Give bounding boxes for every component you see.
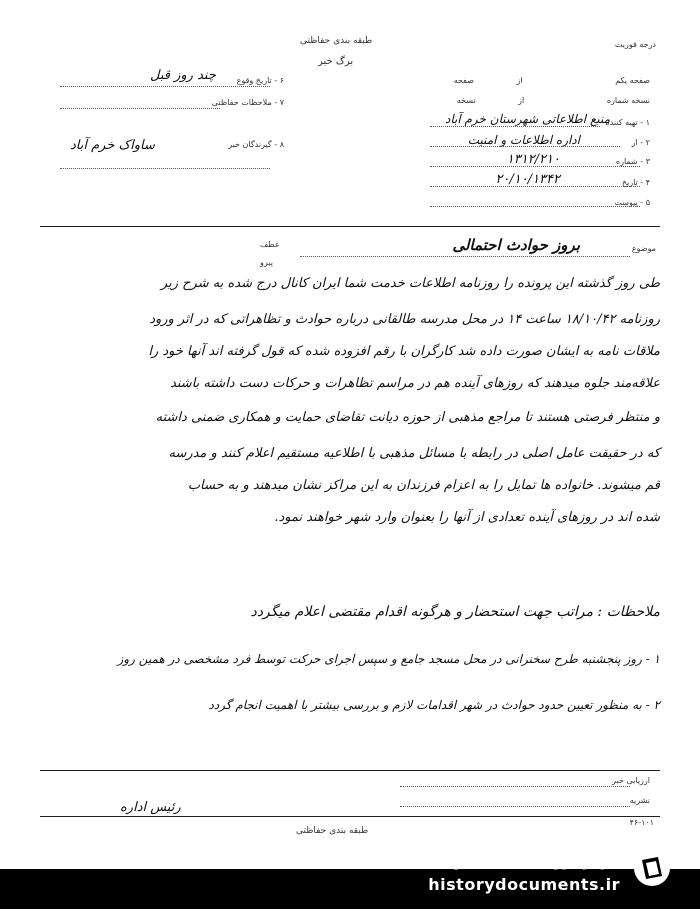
form-title: برگ خبر — [318, 56, 354, 67]
archive-logo-icon — [632, 848, 672, 888]
body-line: طی روز گذشته این پرونده را روزنامه اطلاعات خدمت شما ایران کانال درج شده به شرح زیر — [160, 276, 660, 291]
subject-label: موضوع — [631, 244, 656, 253]
assessment-text: ملاحظات : مراتب جهت استحضار و هرگونه اقدام مقتضی اعلام میگردد — [250, 604, 660, 620]
watermark-url: historydocuments.ir — [428, 875, 620, 894]
reference-label: عطف — [260, 240, 280, 249]
reference-sub: پیرو — [260, 258, 273, 267]
body-line: شده اند در روزهای آینده تعدادی از آنها را بعنوان وارد شهر خواهند نمود. — [274, 510, 660, 525]
classification-bottom: طبقه بندی حفاظتی — [296, 826, 369, 836]
subject-value: بروز حوادث احتمالی — [452, 236, 580, 254]
field-date-value: ۲۰/۱۰/۱۳۴۲ — [495, 172, 560, 187]
field-occurrence-value: چند روز قبل — [150, 68, 216, 83]
publication-label: نشریه — [629, 796, 650, 805]
divider-bottom — [40, 770, 660, 771]
body-line: و منتظر فرصتی هستند تا مراجع مذهبی از حوزه دیانت تقاضای حمایت و همکاری ضمنی داشته — [155, 410, 660, 425]
field-from-value: اداره اطلاعات و امنیت — [467, 133, 580, 147]
field-protection-label: ۷ - ملاحظات حفاظتی — [211, 98, 284, 107]
body-line: که در حقیقت عامل اصلی در رابطه با مسائل مذهبی با اطلاعیه مستقیم اعلام کنند و مدرسه — [168, 446, 660, 461]
signature: رئیس اداره — [120, 800, 181, 815]
classification-top: طبقه بندی حفاظتی — [300, 36, 373, 46]
field-occurrence-label: ۶ - تاریخ وقوع — [236, 76, 284, 85]
field-date-label: ۴ - تاریخ — [621, 178, 650, 187]
field-attachment-label: ۵ - پیوست — [614, 198, 650, 207]
note-line: ۲ - به منظور تعیین حدود حوادث در شهر اقدامات لازم و بررسی بیشتر با اهمیت انجام گردد — [208, 698, 660, 712]
body-line: قم میشوند. خانواده ها تمایل را به اعزام فرزندان به این مراکز نشان میدهند و به حساب — [187, 478, 660, 493]
body-line: ملاقات نامه به ایشان صورت داده شد کارگران با رقم افزوده شده که قول گرفته اند آنها خود را — [148, 344, 660, 359]
field-number-value: ۱۳۱۲/۲۱۰ — [506, 152, 560, 167]
field-preparer-label: ۱ - تهیه کننده — [605, 118, 650, 127]
form-code: ۴۶-۱۰۱ — [629, 818, 654, 827]
field-copy: نسخه شماره از نسخه — [456, 96, 650, 105]
field-page: صفحه یکم از صفحه — [453, 76, 650, 85]
field-preparer-value: منبع اطلاعاتی شهرستان خرم آباد — [444, 112, 610, 126]
divider-top — [40, 226, 660, 227]
field-from-label: ۲ - از — [631, 138, 650, 147]
divider-footer — [40, 816, 660, 817]
watermark-title: مرکز بررسی اسناد تاریخی — [423, 852, 620, 870]
field-number-label: ۳ - شماره — [615, 157, 650, 166]
note-line: ۱ - روز پنجشنبه طرح سخنرانی در محل مسجد جامع و سپس اجرای حرکت توسط فرد مشخصی در همین روز — [117, 652, 660, 666]
body-line: علاقه‌مند جلوه میدهند که روزهای آینده هم در مراسم تظاهرات و حرکات دست داشته باشند — [170, 376, 660, 391]
field-recipients-label: ۸ - گیرندگان خبر — [228, 140, 284, 149]
urgency-label: درجه فوریت — [614, 40, 656, 49]
body-line: روزنامه ۱۸/۱۰/۴۲ ساعت ۱۴ در محل مدرسه طالقانی درباره حوادث و تظاهراتی که در اثر ورود — [149, 312, 660, 327]
evaluation-label: ارزیابی خبر — [612, 776, 650, 785]
field-recipients-value: ساواک خرم آباد — [70, 138, 155, 153]
